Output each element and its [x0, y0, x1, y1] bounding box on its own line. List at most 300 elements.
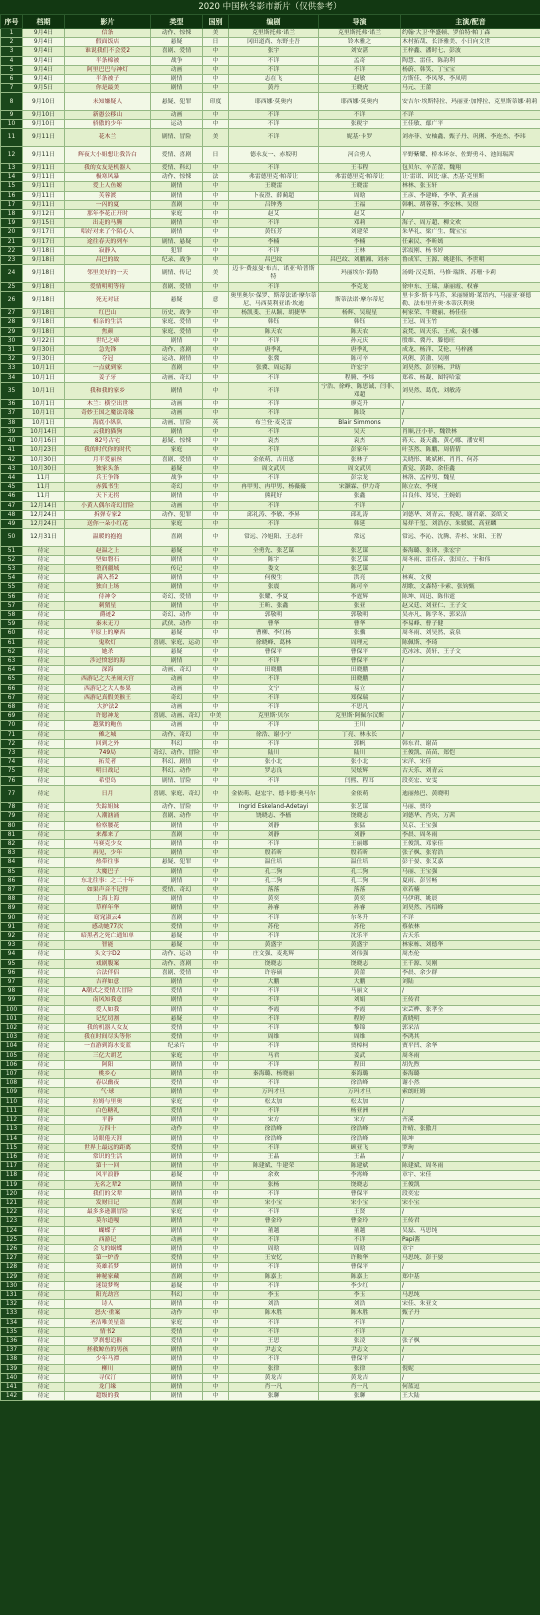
- cell-index: 74: [1, 758, 23, 767]
- cell-writer: 不详: [229, 1060, 319, 1069]
- cell-writer: 宋小宝: [229, 1198, 319, 1207]
- table-row: [1, 110, 540, 119]
- cell-genre: 剧情: [151, 1300, 203, 1309]
- table-row: [1, 574, 540, 583]
- cell-director: 田晓鹏: [319, 675, 401, 684]
- cell-country: 中: [203, 318, 229, 327]
- table-row: [1, 546, 540, 555]
- cell-film: 相亲的生活: [65, 318, 151, 327]
- cell-film: 半条被子: [65, 75, 151, 84]
- cell-film: 蝴蝶子: [65, 1226, 151, 1235]
- cell-cast: /: [401, 987, 540, 996]
- cell-genre: 动画: [151, 684, 203, 693]
- cell-film: 风平浪静: [65, 1171, 151, 1180]
- cell-director: 曹保平: [319, 1189, 401, 1198]
- cell-film: 海底小纵队: [65, 418, 151, 427]
- cell-cast: 王冠、周玉竹: [401, 318, 540, 327]
- cell-date: 9月11日: [23, 173, 65, 182]
- cell-cast: 张子枫、张宥浩: [401, 849, 540, 858]
- cell-date: 待定: [23, 592, 65, 601]
- cell-genre: 动作、犯罪: [151, 510, 203, 519]
- cell-writer: 不详: [229, 1106, 319, 1115]
- cell-director: 董越: [319, 1226, 401, 1235]
- cell-writer: 张杨: [229, 1180, 319, 1189]
- cell-date: 待定: [23, 1042, 65, 1051]
- cell-index: 116: [1, 1152, 23, 1161]
- table-row: [1, 265, 540, 282]
- header-cast: 主演/配音: [401, 15, 540, 29]
- cell-film: 辉夜大小姐想让我告白: [65, 146, 151, 163]
- cell-writer: 金依萌、赵宏宇、德卡德·奥马尔: [229, 785, 319, 802]
- cell-country: 中: [203, 840, 229, 849]
- table-row: [1, 830, 540, 839]
- cell-genre: 动作、奇幻: [151, 730, 203, 739]
- cell-country: 中: [203, 246, 229, 255]
- cell-cast: 宋洋、宋佳: [401, 758, 540, 767]
- cell-index: 141: [1, 1382, 23, 1391]
- cell-cast: 方斯佳、李凤琴、李凤明: [401, 75, 540, 84]
- cell-country: 中: [203, 282, 229, 291]
- cell-writer: 徐浩峰: [229, 1125, 319, 1134]
- table-row: [1, 84, 540, 93]
- cell-writer: 曹金玲: [229, 1217, 319, 1226]
- cell-writer: 落落: [229, 886, 319, 895]
- cell-film: 上海上海: [65, 895, 151, 904]
- cell-country: 中: [203, 684, 229, 693]
- cell-director: 廖克升: [319, 400, 401, 409]
- cell-country: 中: [203, 1281, 229, 1290]
- cell-country: 日: [203, 146, 229, 163]
- cell-cast: 段奕宏: [401, 1189, 540, 1198]
- cell-index: 136: [1, 1336, 23, 1345]
- cell-country: 中: [203, 1162, 229, 1171]
- cell-film: 日月: [65, 785, 151, 802]
- cell-genre: 喜剧: [151, 529, 203, 546]
- cell-country: 中: [203, 200, 229, 209]
- cell-genre: 爱情: [151, 1033, 203, 1042]
- cell-cast: 安吉尔·埃斯特拉、玛丽亚·加博拉、克里斯蒂娜·莉莉: [401, 93, 540, 110]
- table-row: [1, 1235, 540, 1244]
- cell-index: 15: [1, 182, 23, 191]
- cell-country: 中: [203, 1235, 229, 1244]
- cell-country: 中: [203, 978, 229, 987]
- cell-date: 待定: [23, 849, 65, 858]
- cell-date: 待定: [23, 776, 65, 785]
- cell-genre: 剧情: [151, 895, 203, 904]
- cell-cast: 易烊千玺、刘浩存、朱媛媛、高亚麟: [401, 519, 540, 528]
- table-row: [1, 1346, 540, 1355]
- cell-genre: 爱情: [151, 1106, 203, 1115]
- cell-index: 14: [1, 173, 23, 182]
- header-index: 序号: [1, 15, 23, 29]
- cell-cast: 陈坤、周迅、陈伟霆: [401, 592, 540, 601]
- cell-date: 9月18日: [23, 256, 65, 265]
- cell-director: 张艺谋: [319, 555, 401, 564]
- cell-index: 10: [1, 120, 23, 129]
- table-row: [1, 1152, 540, 1161]
- table-row: [1, 1382, 540, 1391]
- cell-director: 黄龙吉: [319, 1373, 401, 1382]
- cell-genre: 悬疑、惊悚: [151, 437, 203, 446]
- cell-date: 待定: [23, 895, 65, 904]
- cell-country: 中: [203, 492, 229, 501]
- cell-genre: 剧情: [151, 1346, 203, 1355]
- table-row: [1, 564, 540, 573]
- cell-genre: 剧情: [151, 336, 203, 345]
- cell-genre: 剧情、冒险: [151, 129, 203, 146]
- cell-date: 9月17日: [23, 237, 65, 246]
- cell-writer: 陆川: [229, 748, 319, 757]
- cell-date: 待定: [23, 858, 65, 867]
- cell-film: 圣洁唯美星盗: [65, 1318, 151, 1327]
- cell-director: 秦海璐: [319, 1070, 401, 1079]
- table-row: [1, 721, 540, 730]
- cell-index: 78: [1, 803, 23, 812]
- cell-writer: 不详: [229, 675, 319, 684]
- cell-director: 张艺谋: [319, 546, 401, 555]
- cell-index: 117: [1, 1162, 23, 1171]
- cell-date: 待定: [23, 1336, 65, 1345]
- cell-director: 不详: [319, 1327, 401, 1336]
- cell-country: 中: [203, 620, 229, 629]
- cell-cast: 韩东君、谢苗: [401, 739, 540, 748]
- cell-director: 王晶: [319, 1152, 401, 1161]
- table-row: [1, 129, 540, 146]
- cell-index: 142: [1, 1392, 23, 1401]
- cell-cast: /: [401, 1152, 540, 1161]
- cell-director: 刘建荣: [319, 228, 401, 237]
- table-row: [1, 1051, 540, 1060]
- cell-cast: 古天乐、刘青云: [401, 767, 540, 776]
- cell-index: 97: [1, 978, 23, 987]
- cell-director: 宋方: [319, 1116, 401, 1125]
- cell-genre: 动画、奇幻: [151, 373, 203, 382]
- table-row: [1, 1005, 540, 1014]
- cell-director: 刘娟: [319, 996, 401, 1005]
- cell-cast: 郭采洁: [401, 1024, 540, 1033]
- cell-film: 我的机器人女友: [65, 1024, 151, 1033]
- cell-film: 独自上场: [65, 583, 151, 592]
- cell-country: 中: [203, 120, 229, 129]
- cell-film: 记忆切割: [65, 1014, 151, 1023]
- cell-date: 待定: [23, 693, 65, 702]
- table-row: [1, 1162, 540, 1171]
- cell-country: 中: [203, 574, 229, 583]
- cell-index: 132: [1, 1300, 23, 1309]
- cell-genre: 剧情: [151, 583, 203, 592]
- cell-date: 待定: [23, 1060, 65, 1069]
- table-row: [1, 922, 540, 931]
- cell-writer: 志在飞: [229, 75, 319, 84]
- cell-genre: 剧情: [151, 1134, 203, 1143]
- cell-genre: 爱情、喜剧: [151, 146, 203, 163]
- table-row: [1, 291, 540, 308]
- cell-cast: 李晨、周冬雨: [401, 830, 540, 839]
- cell-cast: 王大陆: [401, 1392, 540, 1401]
- cell-genre: 悬疑: [151, 941, 203, 950]
- cell-film: 爱人如我: [65, 1005, 151, 1014]
- cell-date: 9月4日: [23, 65, 65, 74]
- cell-cast: /: [401, 702, 540, 711]
- cell-country: 中: [203, 455, 229, 464]
- cell-director: 李霄峰: [319, 1171, 401, 1180]
- cell-film: 兵王争锋: [65, 473, 151, 482]
- cell-country: 中: [203, 501, 229, 510]
- cell-date: 10月30日: [23, 464, 65, 473]
- cell-film: 木兰：横空出世: [65, 400, 151, 409]
- cell-film: 花木兰: [65, 129, 151, 146]
- cell-date: 待定: [23, 1272, 65, 1281]
- cell-index: 137: [1, 1346, 23, 1355]
- cell-cast: 马丽、王宝强: [401, 867, 540, 876]
- cell-index: 24: [1, 265, 23, 282]
- table-row: [1, 1254, 540, 1263]
- table-row: [1, 519, 540, 528]
- cell-writer: 不详: [229, 56, 319, 65]
- cell-film: 信条: [65, 29, 151, 38]
- table-row: [1, 237, 540, 246]
- cell-date: 待定: [23, 684, 65, 693]
- table-row: [1, 65, 540, 74]
- cell-film: 82号古宅: [65, 437, 151, 446]
- cell-date: 待定: [23, 1097, 65, 1106]
- cell-director: 孔二狗: [319, 876, 401, 885]
- cell-writer: 不详: [229, 1355, 319, 1364]
- table-row: [1, 327, 540, 336]
- cell-cast: 彭于晏、张艾嘉: [401, 858, 540, 867]
- cell-cast: 黄晓明: [401, 1014, 540, 1023]
- cell-date: 11月: [23, 473, 65, 482]
- cell-genre: 动作、惊悚: [151, 173, 203, 182]
- cell-date: 待定: [23, 812, 65, 821]
- table-row: [1, 858, 540, 867]
- cell-genre: 爱情: [151, 1079, 203, 1088]
- cell-film: 爱情明明等待: [65, 282, 151, 291]
- cell-film: 回到之外: [65, 739, 151, 748]
- cell-genre: 剧情: [151, 978, 203, 987]
- cell-writer: 不详: [229, 1014, 319, 1023]
- cell-film: 检察腰花: [65, 821, 151, 830]
- table-row: [1, 364, 540, 373]
- cell-date: 待定: [23, 1392, 65, 1401]
- cell-film: 独家头条: [65, 464, 151, 473]
- cell-date: 待定: [23, 721, 65, 730]
- cell-cast: 海子、周万超、柳文欢: [401, 219, 540, 228]
- cell-date: 待定: [23, 959, 65, 968]
- cell-film: 寂静入: [65, 246, 151, 255]
- cell-date: 12月14日: [23, 501, 65, 510]
- cell-date: 待定: [23, 610, 65, 619]
- cell-director: 徐浩峰: [319, 1134, 401, 1143]
- cell-film: 大护法2: [65, 702, 151, 711]
- cell-film: 赤狐书生: [65, 483, 151, 492]
- cell-director: 李霞: [319, 1005, 401, 1014]
- cell-genre: 动画、冒险: [151, 418, 203, 427]
- cell-date: 待定: [23, 546, 65, 555]
- cell-index: 133: [1, 1309, 23, 1318]
- cell-director: 温仕培: [319, 858, 401, 867]
- cell-index: 50: [1, 529, 23, 546]
- cell-cast: 韩帆、胡蓉蓉、李宏林、吴煜: [401, 200, 540, 209]
- cell-index: 37: [1, 409, 23, 418]
- cell-index: 101: [1, 1014, 23, 1023]
- cell-writer: 秦海璐、杨晓丽: [229, 1070, 319, 1079]
- cell-genre: 喜剧: [151, 1198, 203, 1207]
- cell-film: 途往春天的列车: [65, 237, 151, 246]
- cell-date: 9月4日: [23, 38, 65, 47]
- cell-date: 9月17日: [23, 228, 65, 237]
- cell-country: 中: [203, 219, 229, 228]
- cell-cast: 成龙、杨洋、艾伦、马梓涵: [401, 346, 540, 355]
- table-row: [1, 210, 540, 219]
- cell-film: 拯救鲸鱼的男孩: [65, 1346, 151, 1355]
- cell-film: 骄傲的少年: [65, 120, 151, 129]
- cell-country: 中: [203, 1355, 229, 1364]
- cell-writer: 不详: [229, 409, 319, 418]
- cell-film: 无名之辈2: [65, 1180, 151, 1189]
- cell-writer: 黄龙吉: [229, 1373, 319, 1382]
- cell-cast: /: [401, 712, 540, 721]
- cell-genre: 悬疑: [151, 647, 203, 656]
- cell-film: 情书2: [65, 1327, 151, 1336]
- cell-index: 88: [1, 895, 23, 904]
- cell-genre: 剧情: [151, 427, 203, 436]
- cell-director: 曹保平: [319, 1263, 401, 1272]
- cell-index: 92: [1, 932, 23, 941]
- cell-index: 68: [1, 702, 23, 711]
- cell-genre: 剧情: [151, 867, 203, 876]
- cell-country: 中: [203, 256, 229, 265]
- cell-index: 21: [1, 237, 23, 246]
- cell-date: 待定: [23, 1125, 65, 1134]
- cell-country: 中: [203, 1116, 229, 1125]
- cell-country: 中: [203, 1373, 229, 1382]
- cell-director: 丁亮、林永长: [319, 730, 401, 739]
- table-row: [1, 620, 540, 629]
- cell-date: 待定: [23, 1134, 65, 1143]
- cell-director: 刘安湛: [319, 47, 401, 56]
- cell-film: 阿阳: [65, 1060, 151, 1069]
- table-row: [1, 702, 540, 711]
- table-row: [1, 1355, 540, 1364]
- cell-index: 89: [1, 904, 23, 913]
- cell-writer: 温仕培: [229, 858, 319, 867]
- table-row: [1, 1024, 540, 1033]
- cell-cast: 王彦、李建峰、李华、黄圣丽: [401, 191, 540, 200]
- cell-director: 河合勇人: [319, 146, 401, 163]
- table-row: [1, 246, 540, 255]
- cell-index: 47: [1, 501, 23, 510]
- cell-genre: 剧情: [151, 1180, 203, 1189]
- cell-date: 待定: [23, 922, 65, 931]
- cell-country: 中: [203, 803, 229, 812]
- table-row: [1, 473, 540, 482]
- cell-country: 中: [203, 693, 229, 702]
- cell-date: 待定: [23, 1143, 65, 1152]
- cell-genre: 剧情: [151, 1005, 203, 1014]
- cell-genre: 纪录、战争: [151, 256, 203, 265]
- cell-genre: 动画: [151, 65, 203, 74]
- table-row: [1, 821, 540, 830]
- cell-director: 彭家年: [319, 446, 401, 455]
- cell-film: 万四十: [65, 1125, 151, 1134]
- cell-film: 傩之城: [65, 730, 151, 739]
- cell-country: 中: [203, 767, 229, 776]
- cell-cast: 蔡依林: [401, 922, 540, 931]
- cell-date: 待定: [23, 647, 65, 656]
- cell-writer: 赵艾: [229, 210, 319, 219]
- cell-index: 114: [1, 1134, 23, 1143]
- cell-film: 诗人: [65, 1300, 151, 1309]
- cell-country: 中: [203, 364, 229, 373]
- cell-writer: 苏伦: [229, 922, 319, 931]
- cell-director: 韩钰: [319, 318, 401, 327]
- cell-genre: 剧情: [151, 904, 203, 913]
- cell-index: 90: [1, 913, 23, 922]
- table-row: [1, 464, 540, 473]
- cell-date: 10月1日: [23, 409, 65, 418]
- cell-cast: 陶慧、雷佳、陈韵利: [401, 56, 540, 65]
- table-row: [1, 1042, 540, 1051]
- cell-writer: 不详: [229, 1235, 319, 1244]
- cell-date: 待定: [23, 1005, 65, 1014]
- cell-date: 待定: [23, 675, 65, 684]
- cell-cast: 刘陆: [401, 978, 540, 987]
- cell-date: 12月24日: [23, 519, 65, 528]
- cell-director: 黎锦: [319, 1024, 401, 1033]
- cell-writer: 刘静: [229, 830, 319, 839]
- cell-country: 中: [203, 1198, 229, 1207]
- cell-country: 中: [203, 739, 229, 748]
- cell-director: 李少红: [319, 1281, 401, 1290]
- cell-genre: 悬疑: [151, 1281, 203, 1290]
- cell-index: 129: [1, 1272, 23, 1281]
- cell-index: 43: [1, 464, 23, 473]
- cell-country: 中: [203, 437, 229, 446]
- cell-writer: 黄钰芳: [229, 228, 319, 237]
- cell-country: 中: [203, 1125, 229, 1134]
- cell-director: 杨辉、吴琨星: [319, 309, 401, 318]
- cell-date: 9月11日: [23, 200, 65, 209]
- cell-date: 待定: [23, 1208, 65, 1217]
- cell-date: 待定: [23, 1171, 65, 1180]
- cell-director: 周维: [319, 1033, 401, 1042]
- cell-country: 中: [203, 987, 229, 996]
- cell-genre: 悬疑: [151, 629, 203, 638]
- cell-film: 失踪姐妹: [65, 803, 151, 812]
- cell-date: 9月11日: [23, 129, 65, 146]
- cell-cast: 齐溪: [401, 1116, 540, 1125]
- cell-director: 周文武贝: [319, 464, 401, 473]
- cell-genre: 剧情: [151, 555, 203, 564]
- cell-genre: 战争: [151, 56, 203, 65]
- cell-writer: 王思: [229, 1336, 319, 1345]
- table-row: [1, 1125, 540, 1134]
- cell-genre: 剧情: [151, 601, 203, 610]
- cell-cast: 刘德华、肖央、万茜: [401, 812, 540, 821]
- cell-cast: 许晴、张傲月: [401, 1125, 540, 1134]
- table-row: [1, 47, 540, 56]
- cell-date: 11月: [23, 492, 65, 501]
- table-row: [1, 968, 540, 977]
- table-row: [1, 1143, 540, 1152]
- cell-country: 中: [203, 959, 229, 968]
- cell-cast: 胡歌、文森特·卡索、张钧甄: [401, 583, 540, 592]
- table-row: [1, 739, 540, 748]
- table-row: [1, 510, 540, 519]
- cell-index: 107: [1, 1070, 23, 1079]
- cell-film: 假面饭店: [65, 38, 151, 47]
